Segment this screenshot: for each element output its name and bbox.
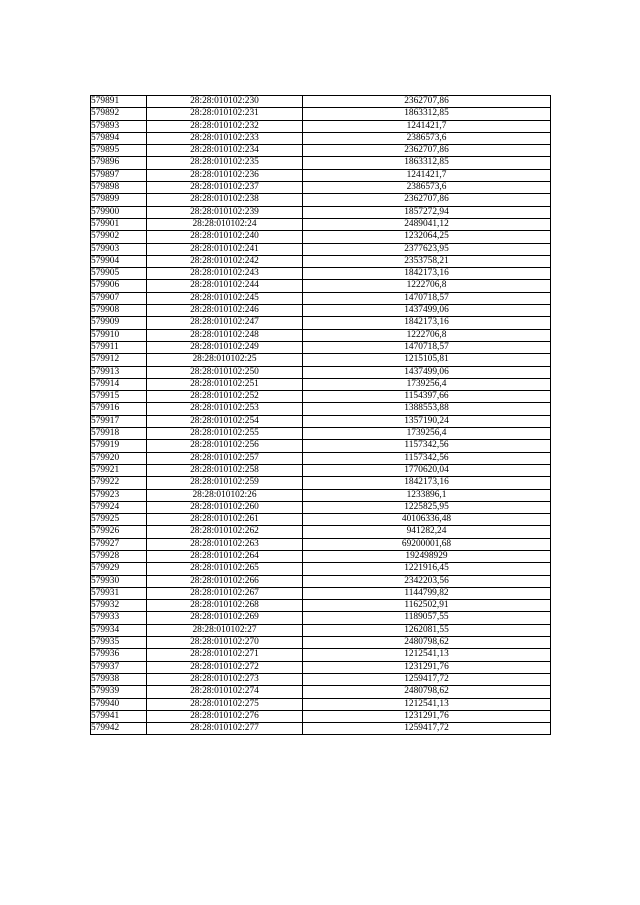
table-row	[91, 624, 551, 636]
table-row	[91, 231, 551, 243]
table-row	[91, 538, 551, 550]
value-cell: 1225825,95	[303, 501, 551, 513]
value-cell: 1470718,57	[303, 341, 551, 353]
row-id-cell: 579901	[91, 218, 147, 230]
table-row	[91, 514, 551, 526]
value-cell: 1842173,16	[303, 477, 551, 489]
cadastral-number-cell: 28:28:010102:270	[147, 637, 303, 649]
table-row	[91, 366, 551, 378]
cadastral-number-cell: 28:28:010102:258	[147, 464, 303, 476]
cadastral-number-cell: 28:28:010102:262	[147, 526, 303, 538]
value-cell: 1215105,81	[303, 354, 551, 366]
row-id-cell: 579934	[91, 624, 147, 636]
row-id-cell: 579902	[91, 231, 147, 243]
row-id-cell: 579929	[91, 563, 147, 575]
table-row	[91, 563, 551, 575]
cadastral-number-cell: 28:28:010102:246	[147, 305, 303, 317]
cadastral-number-cell: 28:28:010102:265	[147, 563, 303, 575]
value-cell: 1233896,1	[303, 489, 551, 501]
row-id-cell: 579909	[91, 317, 147, 329]
cadastral-number-cell: 28:28:010102:271	[147, 649, 303, 661]
table-row	[91, 391, 551, 403]
value-cell: 1770620,04	[303, 464, 551, 476]
value-cell: 192498929	[303, 550, 551, 562]
value-cell: 1739256,4	[303, 428, 551, 440]
value-cell: 1232064,25	[303, 231, 551, 243]
cadastral-number-cell: 28:28:010102:277	[147, 723, 303, 735]
value-cell: 1154397,66	[303, 391, 551, 403]
value-cell: 2342203,56	[303, 575, 551, 587]
cadastral-number-cell: 28:28:010102:272	[147, 661, 303, 673]
table-row	[91, 637, 551, 649]
row-id-cell: 579933	[91, 612, 147, 624]
value-cell: 1863312,85	[303, 108, 551, 120]
value-cell: 1157342,56	[303, 440, 551, 452]
table-row	[91, 378, 551, 390]
cadastral-number-cell: 28:28:010102:266	[147, 575, 303, 587]
cadastral-number-cell: 28:28:010102:263	[147, 538, 303, 550]
value-cell: 69200001,68	[303, 538, 551, 550]
row-id-cell: 579898	[91, 182, 147, 194]
value-cell: 2362707,86	[303, 194, 551, 206]
value-cell: 1259417,72	[303, 723, 551, 735]
value-cell: 1262081,55	[303, 624, 551, 636]
cadastral-number-cell: 28:28:010102:254	[147, 415, 303, 427]
cadastral-number-cell: 28:28:010102:237	[147, 182, 303, 194]
cadastral-number-cell: 28:28:010102:244	[147, 280, 303, 292]
table-row	[91, 243, 551, 255]
table-row	[91, 206, 551, 218]
table-row	[91, 182, 551, 194]
table-row	[91, 600, 551, 612]
table-row	[91, 403, 551, 415]
table-row	[91, 292, 551, 304]
cadastral-number-cell: 28:28:010102:251	[147, 378, 303, 390]
row-id-cell: 579925	[91, 514, 147, 526]
data-table	[90, 95, 551, 735]
table-row	[91, 452, 551, 464]
cadastral-number-cell: 28:28:010102:268	[147, 600, 303, 612]
row-id-cell: 579936	[91, 649, 147, 661]
cadastral-number-cell: 28:28:010102:273	[147, 673, 303, 685]
row-id-cell: 579894	[91, 132, 147, 144]
table-row	[91, 673, 551, 685]
cadastral-number-cell: 28:28:010102:267	[147, 587, 303, 599]
value-cell: 1189057,55	[303, 612, 551, 624]
row-id-cell: 579930	[91, 575, 147, 587]
value-cell: 1157342,56	[303, 452, 551, 464]
row-id-cell: 579906	[91, 280, 147, 292]
row-id-cell: 579905	[91, 268, 147, 280]
cadastral-number-cell: 28:28:010102:247	[147, 317, 303, 329]
cadastral-number-cell: 28:28:010102:257	[147, 452, 303, 464]
row-id-cell: 579891	[91, 96, 147, 108]
value-cell: 40106336,48	[303, 514, 551, 526]
value-cell: 1357190,24	[303, 415, 551, 427]
value-cell: 1231291,76	[303, 661, 551, 673]
table-body	[91, 96, 551, 735]
table-row	[91, 108, 551, 120]
table-row	[91, 686, 551, 698]
value-cell: 1842173,16	[303, 317, 551, 329]
cadastral-number-cell: 28:28:010102:255	[147, 428, 303, 440]
value-cell: 2480798,62	[303, 637, 551, 649]
value-cell: 1144799,82	[303, 587, 551, 599]
cadastral-number-cell: 28:28:010102:275	[147, 698, 303, 710]
table-row	[91, 268, 551, 280]
value-cell: 2377623,95	[303, 243, 551, 255]
row-id-cell: 579897	[91, 169, 147, 181]
row-id-cell: 579900	[91, 206, 147, 218]
row-id-cell: 579928	[91, 550, 147, 562]
row-id-cell: 579924	[91, 501, 147, 513]
value-cell: 1842173,16	[303, 268, 551, 280]
table-row	[91, 341, 551, 353]
table-row	[91, 501, 551, 513]
cadastral-number-cell: 28:28:010102:260	[147, 501, 303, 513]
table-row	[91, 612, 551, 624]
table-row	[91, 169, 551, 181]
cadastral-number-cell: 28:28:010102:259	[147, 477, 303, 489]
cadastral-number-cell: 28:28:010102:274	[147, 686, 303, 698]
table-row	[91, 96, 551, 108]
row-id-cell: 579912	[91, 354, 147, 366]
row-id-cell: 579899	[91, 194, 147, 206]
value-cell: 1231291,76	[303, 710, 551, 722]
value-cell: 1470718,57	[303, 292, 551, 304]
row-id-cell: 579910	[91, 329, 147, 341]
table-row	[91, 661, 551, 673]
value-cell: 1222706,8	[303, 280, 551, 292]
table-row	[91, 428, 551, 440]
table-row	[91, 354, 551, 366]
cadastral-number-cell: 28:28:010102:256	[147, 440, 303, 452]
table-row	[91, 255, 551, 267]
row-id-cell: 579927	[91, 538, 147, 550]
table-row	[91, 415, 551, 427]
row-id-cell: 579920	[91, 452, 147, 464]
row-id-cell: 579903	[91, 243, 147, 255]
value-cell: 1857272,94	[303, 206, 551, 218]
table-row	[91, 698, 551, 710]
cadastral-number-cell: 28:28:010102:241	[147, 243, 303, 255]
cadastral-number-cell: 28:28:010102:26	[147, 489, 303, 501]
cadastral-number-cell: 28:28:010102:24	[147, 218, 303, 230]
value-cell: 1388553,88	[303, 403, 551, 415]
cadastral-number-cell: 28:28:010102:242	[147, 255, 303, 267]
row-id-cell: 579923	[91, 489, 147, 501]
value-cell: 941282,24	[303, 526, 551, 538]
table-row	[91, 440, 551, 452]
table-row	[91, 305, 551, 317]
value-cell: 1241421,7	[303, 169, 551, 181]
cadastral-number-cell: 28:28:010102:269	[147, 612, 303, 624]
value-cell: 2353758,21	[303, 255, 551, 267]
cadastral-number-cell: 28:28:010102:236	[147, 169, 303, 181]
row-id-cell: 579896	[91, 157, 147, 169]
row-id-cell: 579922	[91, 477, 147, 489]
table-row	[91, 120, 551, 132]
table-row	[91, 157, 551, 169]
cadastral-number-cell: 28:28:010102:252	[147, 391, 303, 403]
row-id-cell: 579940	[91, 698, 147, 710]
row-id-cell: 579908	[91, 305, 147, 317]
row-id-cell: 579921	[91, 464, 147, 476]
cadastral-number-cell: 28:28:010102:248	[147, 329, 303, 341]
table-row	[91, 575, 551, 587]
value-cell: 1437499,06	[303, 305, 551, 317]
value-cell: 2362707,86	[303, 96, 551, 108]
table-row	[91, 587, 551, 599]
row-id-cell: 579892	[91, 108, 147, 120]
row-id-cell: 579942	[91, 723, 147, 735]
cadastral-number-cell: 28:28:010102:264	[147, 550, 303, 562]
cadastral-number-cell: 28:28:010102:234	[147, 145, 303, 157]
cadastral-number-cell: 28:28:010102:253	[147, 403, 303, 415]
value-cell: 1739256,4	[303, 378, 551, 390]
row-id-cell: 579919	[91, 440, 147, 452]
table-row	[91, 218, 551, 230]
cadastral-number-cell: 28:28:010102:276	[147, 710, 303, 722]
cadastral-number-cell: 28:28:010102:232	[147, 120, 303, 132]
row-id-cell: 579937	[91, 661, 147, 673]
row-id-cell: 579939	[91, 686, 147, 698]
table-row	[91, 710, 551, 722]
cadastral-number-cell: 28:28:010102:233	[147, 132, 303, 144]
cadastral-number-cell: 28:28:010102:230	[147, 96, 303, 108]
row-id-cell: 579918	[91, 428, 147, 440]
value-cell: 1162502,91	[303, 600, 551, 612]
row-id-cell: 579893	[91, 120, 147, 132]
cadastral-number-cell: 28:28:010102:238	[147, 194, 303, 206]
table-row	[91, 526, 551, 538]
row-id-cell: 579907	[91, 292, 147, 304]
row-id-cell: 579935	[91, 637, 147, 649]
cadastral-number-cell: 28:28:010102:25	[147, 354, 303, 366]
row-id-cell: 579917	[91, 415, 147, 427]
row-id-cell: 579913	[91, 366, 147, 378]
table-row	[91, 329, 551, 341]
cadastral-number-cell: 28:28:010102:243	[147, 268, 303, 280]
row-id-cell: 579938	[91, 673, 147, 685]
cadastral-number-cell: 28:28:010102:261	[147, 514, 303, 526]
value-cell: 2386573,6	[303, 182, 551, 194]
row-id-cell: 579915	[91, 391, 147, 403]
cadastral-number-cell: 28:28:010102:235	[147, 157, 303, 169]
cadastral-number-cell: 28:28:010102:231	[147, 108, 303, 120]
table-row	[91, 550, 551, 562]
cadastral-number-cell: 28:28:010102:245	[147, 292, 303, 304]
value-cell: 1863312,85	[303, 157, 551, 169]
value-cell: 1241421,7	[303, 120, 551, 132]
value-cell: 2480798,62	[303, 686, 551, 698]
cadastral-number-cell: 28:28:010102:239	[147, 206, 303, 218]
value-cell: 1222706,8	[303, 329, 551, 341]
table-row	[91, 194, 551, 206]
row-id-cell: 579932	[91, 600, 147, 612]
cadastral-number-cell: 28:28:010102:249	[147, 341, 303, 353]
table-row	[91, 477, 551, 489]
row-id-cell: 579926	[91, 526, 147, 538]
value-cell: 1212541,13	[303, 698, 551, 710]
table-row	[91, 489, 551, 501]
row-id-cell: 579931	[91, 587, 147, 599]
row-id-cell: 579916	[91, 403, 147, 415]
row-id-cell: 579911	[91, 341, 147, 353]
value-cell: 2362707,86	[303, 145, 551, 157]
table-row	[91, 132, 551, 144]
table-row	[91, 723, 551, 735]
value-cell: 1437499,06	[303, 366, 551, 378]
table-row	[91, 145, 551, 157]
cadastral-number-cell: 28:28:010102:250	[147, 366, 303, 378]
cadastral-number-cell: 28:28:010102:240	[147, 231, 303, 243]
table-row	[91, 464, 551, 476]
value-cell: 1221916,45	[303, 563, 551, 575]
table-row	[91, 317, 551, 329]
cadastral-number-cell: 28:28:010102:27	[147, 624, 303, 636]
table-row	[91, 649, 551, 661]
row-id-cell: 579904	[91, 255, 147, 267]
table-row	[91, 280, 551, 292]
value-cell: 1212541,13	[303, 649, 551, 661]
row-id-cell: 579914	[91, 378, 147, 390]
value-cell: 2489041,12	[303, 218, 551, 230]
row-id-cell: 579895	[91, 145, 147, 157]
row-id-cell: 579941	[91, 710, 147, 722]
value-cell: 2386573,6	[303, 132, 551, 144]
value-cell: 1259417,72	[303, 673, 551, 685]
